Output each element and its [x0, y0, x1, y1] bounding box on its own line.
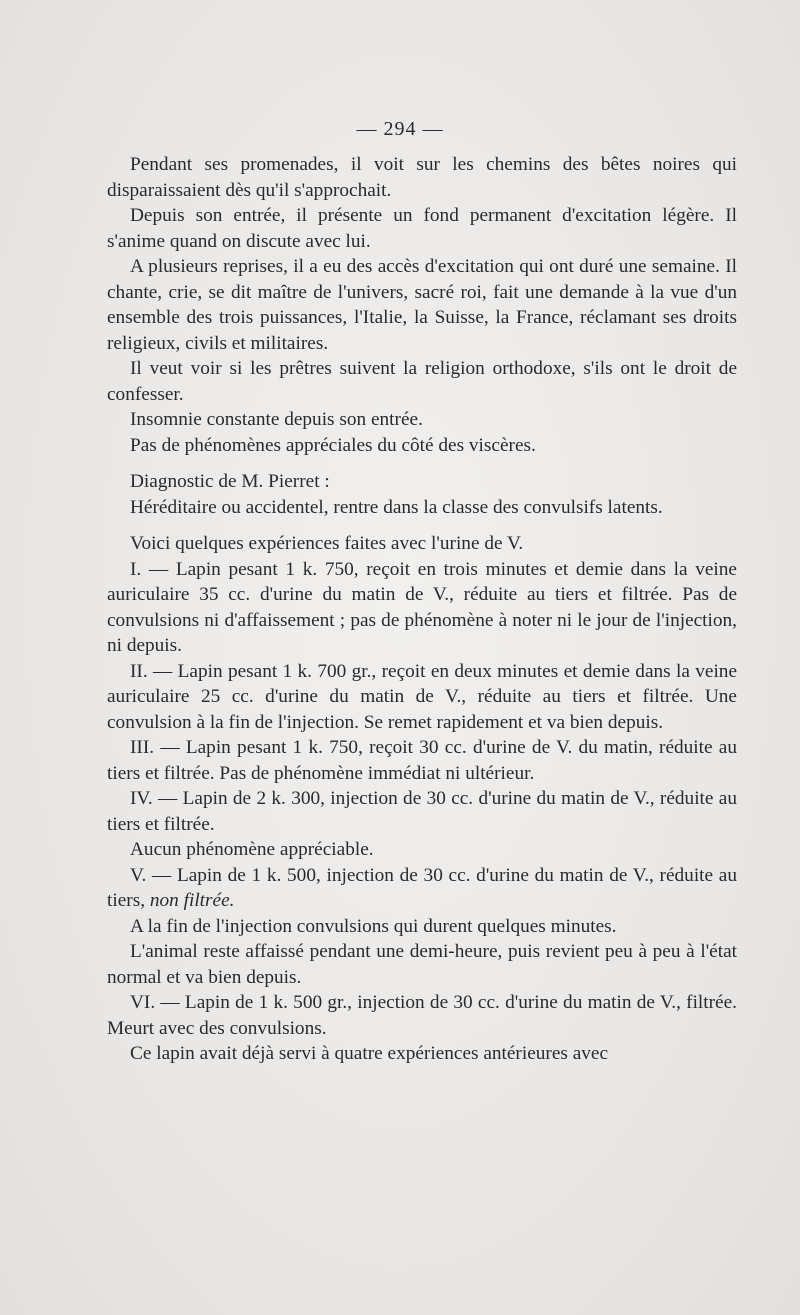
- experiment-paragraph: IV. — Lapin de 2 k. 300, injection de 30 cc. d'urine du matin de V., réduite au tiers et filtrée.: [107, 788, 737, 835]
- page-number: — 294 —: [356, 118, 444, 140]
- paragraph: Insomnie constante depuis son entrée.: [130, 409, 423, 430]
- paragraph: Pendant ses promenades, il voit sur les chemins des bêtes noires qui disparaissaient dès qu'il s'approchait.: [107, 154, 737, 201]
- experiment-paragraph: [107, 863, 737, 914]
- diagnostic-heading: Diagnostic de M. Pierret :: [130, 471, 330, 492]
- experiment-paragraph: II. — Lapin pesant 1 k. 700 gr., reçoit en deux minutes et demie dans la veine auriculaire 25 cc. d'urine du matin de V., réduite au tiers et filtrée. Une convulsion à la fin de l'injection. Se remet rapidement et va bien depuis.: [107, 660, 737, 733]
- experiment-paragraph: VI. — Lapin de 1 k. 500 gr., injection de 30 cc. d'urine du matin de V., filtrée. Meurt avec des convulsions.: [107, 992, 737, 1039]
- experiment-paragraph: I. — Lapin pesant 1 k. 750, reçoit en trois minutes et demie dans la veine auriculaire 35 cc. d'urine du matin de V., réduite au tiers et filtrée. Pas de convulsions ni d'affaissement ; pas de phénomène à noter ni le jour de l'injection, ni depuis.: [107, 558, 737, 656]
- paragraph: Héréditaire ou accidentel, rentre dans la classe des convulsifs latents.: [130, 496, 663, 518]
- paragraph: L'animal reste affaissé pendant une demi-heure, puis revient peu à peu à l'état normal et va bien depuis.: [107, 941, 737, 988]
- paragraph: A plusieurs reprises, il a eu des accès d'excitation qui ont duré une semaine. Il chante, crie, se dit maître de l'univers, sacré roi, fait une demande à la vue d'un ensemble des trois puissances, l'Italie, la Suisse, la France, réclamant ses droits religieux, civils et militaires.: [107, 256, 737, 354]
- experiment-paragraph: III. — Lapin pesant 1 k. 750, reçoit 30 cc. d'urine de V. du matin, réduite au tiers et filtrée. Pas de phénomène immédiat ni ultérieur.: [107, 737, 737, 784]
- paragraph-text: V. — Lapin de 1 k. 500, injection de 30 cc. d'urine du matin de V., réduite au tiers,: [107, 864, 737, 911]
- paragraph: Il veut voir si les prêtres suivent la religion orthodoxe, s'ils ont le droit de confesser.: [107, 358, 737, 405]
- body-text: [107, 152, 737, 1067]
- paragraph: Voici quelques expériences faites avec l'urine de V.: [130, 533, 524, 554]
- paragraph: Pas de phénomènes appréciales du côté des viscères.: [130, 434, 536, 456]
- paragraph: Depuis son entrée, il présente un fond permanent d'excitation légère. Il s'anime quand on discute avec lui.: [107, 205, 737, 252]
- paragraph: A la fin de l'injection convulsions qui durent quelques minutes.: [130, 915, 617, 937]
- emphasis-text: non filtrée.: [149, 890, 235, 911]
- paragraph: Aucun phénomène appréciable.: [130, 839, 374, 860]
- paragraph: Ce lapin avait déjà servi à quatre expériences antérieures avec: [130, 1043, 609, 1064]
